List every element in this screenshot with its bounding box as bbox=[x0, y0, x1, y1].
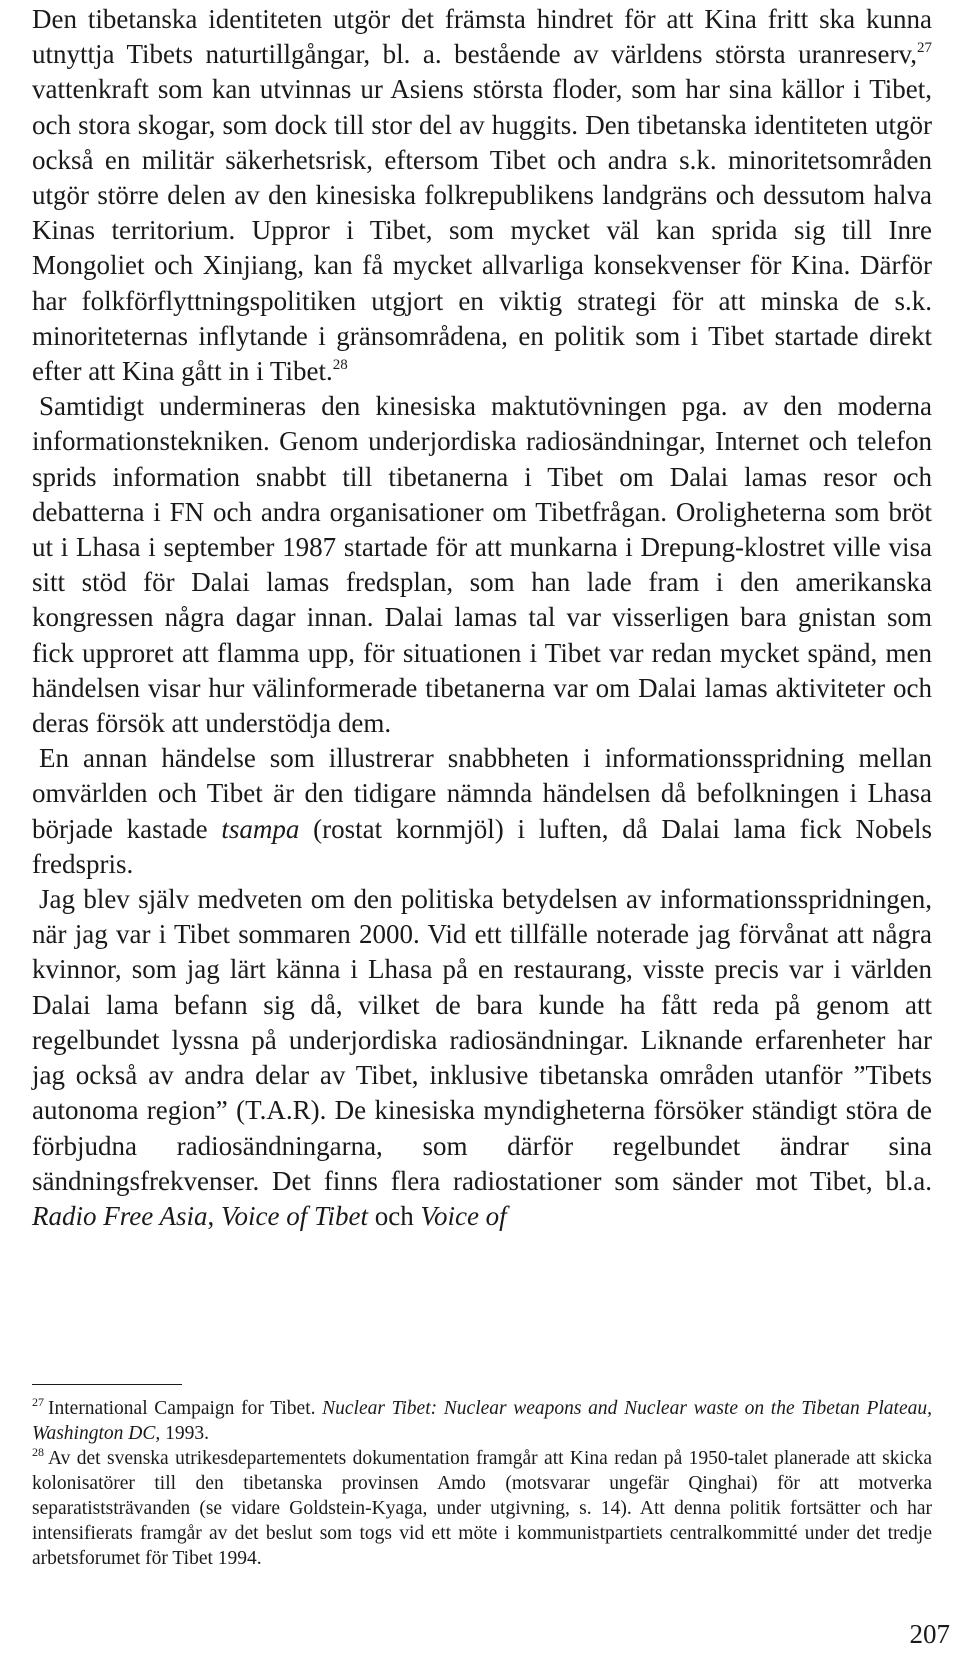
footnote bbox=[32, 1396, 932, 1446]
paragraph bbox=[32, 389, 932, 741]
footnote bbox=[32, 1446, 932, 1571]
footnote-number: 27 bbox=[32, 1395, 44, 1409]
italic-text: Voice of bbox=[420, 1200, 507, 1231]
footnotes bbox=[32, 1396, 932, 1571]
text-run: Den tibetanska identiteten utgör det främsta hindret för att Kina fritt ska kunna utnyttja Tibets naturtillgångar, bl. a. bestående av världens största uranreserv, bbox=[32, 4, 932, 70]
text-run: International Campaign for Tibet. bbox=[48, 1398, 323, 1419]
page-number: 207 bbox=[909, 1619, 950, 1649]
text-run: vattenkraft som kan utvinnas ur Asiens största floder, som har sina källor i Tibet, och stora skogar, som dock till stor del av huggits. Den tibetanska identiteten utgör också en militär säkerhetsrisk, eftersom Tibet och andra s.k. minoritetsområden utgör större delen av den kinesiska folkrepublikens landgräns och dessutom halva Kinas territorium. Uppror i Tibet, som mycket väl kan sprida sig till Inre Mongoliet och Xinjiang, kan få mycket allvarliga konsekvenser för Kina. Därför har folkförflyttningspolitiken utgjort en viktig strategi för att minska de s.k. minoriteternas inflytande i gränsområdena, en politik som i Tibet startade direkt efter att Kina gått in i Tibet. bbox=[32, 74, 932, 387]
text-run: , bbox=[207, 1200, 221, 1231]
footnote-reference: 27 bbox=[917, 40, 932, 57]
text-run: 1993. bbox=[160, 1423, 209, 1444]
text-run: En annan händelse som illustrerar snabbheten i informationsspridning mellan omvärlden och Tibet är den tidigare nämnda händelsen då befolkningen i Lhasa började kastade bbox=[32, 743, 932, 844]
main-text bbox=[32, 2, 932, 1234]
italic-text: Voice of Tibet bbox=[220, 1200, 368, 1231]
text-run: (rostat kornmjöl) i luften, då Dalai lama fick Nobels fredspris. bbox=[32, 813, 932, 879]
paragraph bbox=[32, 882, 932, 1234]
paragraph bbox=[32, 741, 932, 882]
italic-text: Radio Free Asia bbox=[32, 1200, 208, 1231]
page-body bbox=[32, 2, 932, 1234]
text-run: Av det svenska utrikesdepartementets dokumentation framgår att Kina redan på 1950-talet planerade att skicka kolonisatörer till den tibetanska provinsen Amdo (motsvarar ungefär Qinghai) för att motverka separatiststrävanden (se vidare Goldstein-Kyaga, under utgivning, s. 14). Att denna politik fortsätter och har intensifierats framgår av det beslut som togs vid ett möte i kommunistpartiets centralkommitté under det tredje arbetsforumet för Tibet 1994. bbox=[32, 1448, 932, 1569]
italic-text: tsampa bbox=[221, 813, 300, 844]
footnote-reference: 28 bbox=[332, 357, 348, 374]
paragraph bbox=[32, 2, 932, 389]
text-run: Jag blev själv medveten om den politiska betydelsen av informationsspridningen, när jag var i Tibet sommaren 2000. Vid ett tillfälle noterade jag förvånat att några kvinnor, som jag lärt känna i Lhasa på en restaurang, visste precis var i världen Dalai lama befann sig då, vilket de bara kunde ha fått reda på genom att regelbundet lyssna på underjordiska radiosändningar. Liknande erfarenheter har jag också av andra delar av Tibet, inklusive tibetanska områden utanför ”Tibets autonoma region” (T.A.R). De kinesiska myndigheterna försöker ständigt störa de förbjudna radiosändningarna, som därför regelbundet ändrar sina sändningsfrekvenser. Det finns flera radiostationer som sänder mot Tibet, bl.a. bbox=[32, 884, 932, 1196]
text-run: och bbox=[367, 1200, 421, 1231]
footnote-divider bbox=[32, 1384, 182, 1385]
italic-text: Nuclear Tibet: Nuclear weapons and Nuclear waste on the Tibetan Plateau, Washington DC, bbox=[32, 1398, 932, 1444]
footnote-number: 28 bbox=[32, 1445, 44, 1459]
text-run: Samtidigt undermineras den kinesiska maktutövningen pga. av den moderna informationstekniken. Genom underjordiska radiosändningar, Internet och telefon sprids information snabbt till tibetanerna i Tibet om Dalai lamas resor och debatterna i FN och andra organisationer om Tibetfrågan. Oroligheterna som bröt ut i Lhasa i september 1987 startade för att munkarna i Drepung-klostret ville visa sitt stöd för Dalai lamas fredsplan, som han lade fram i den amerikanska kongressen några dagar innan. Dalai lamas tal var visserligen bara gnistan som fick upproret att flamma upp, för situationen i Tibet var redan mycket spänd, men händelsen visar hur välinformerade tibetanerna var om Dalai lamas aktiviteter och deras försök att understödja dem. bbox=[32, 391, 932, 739]
